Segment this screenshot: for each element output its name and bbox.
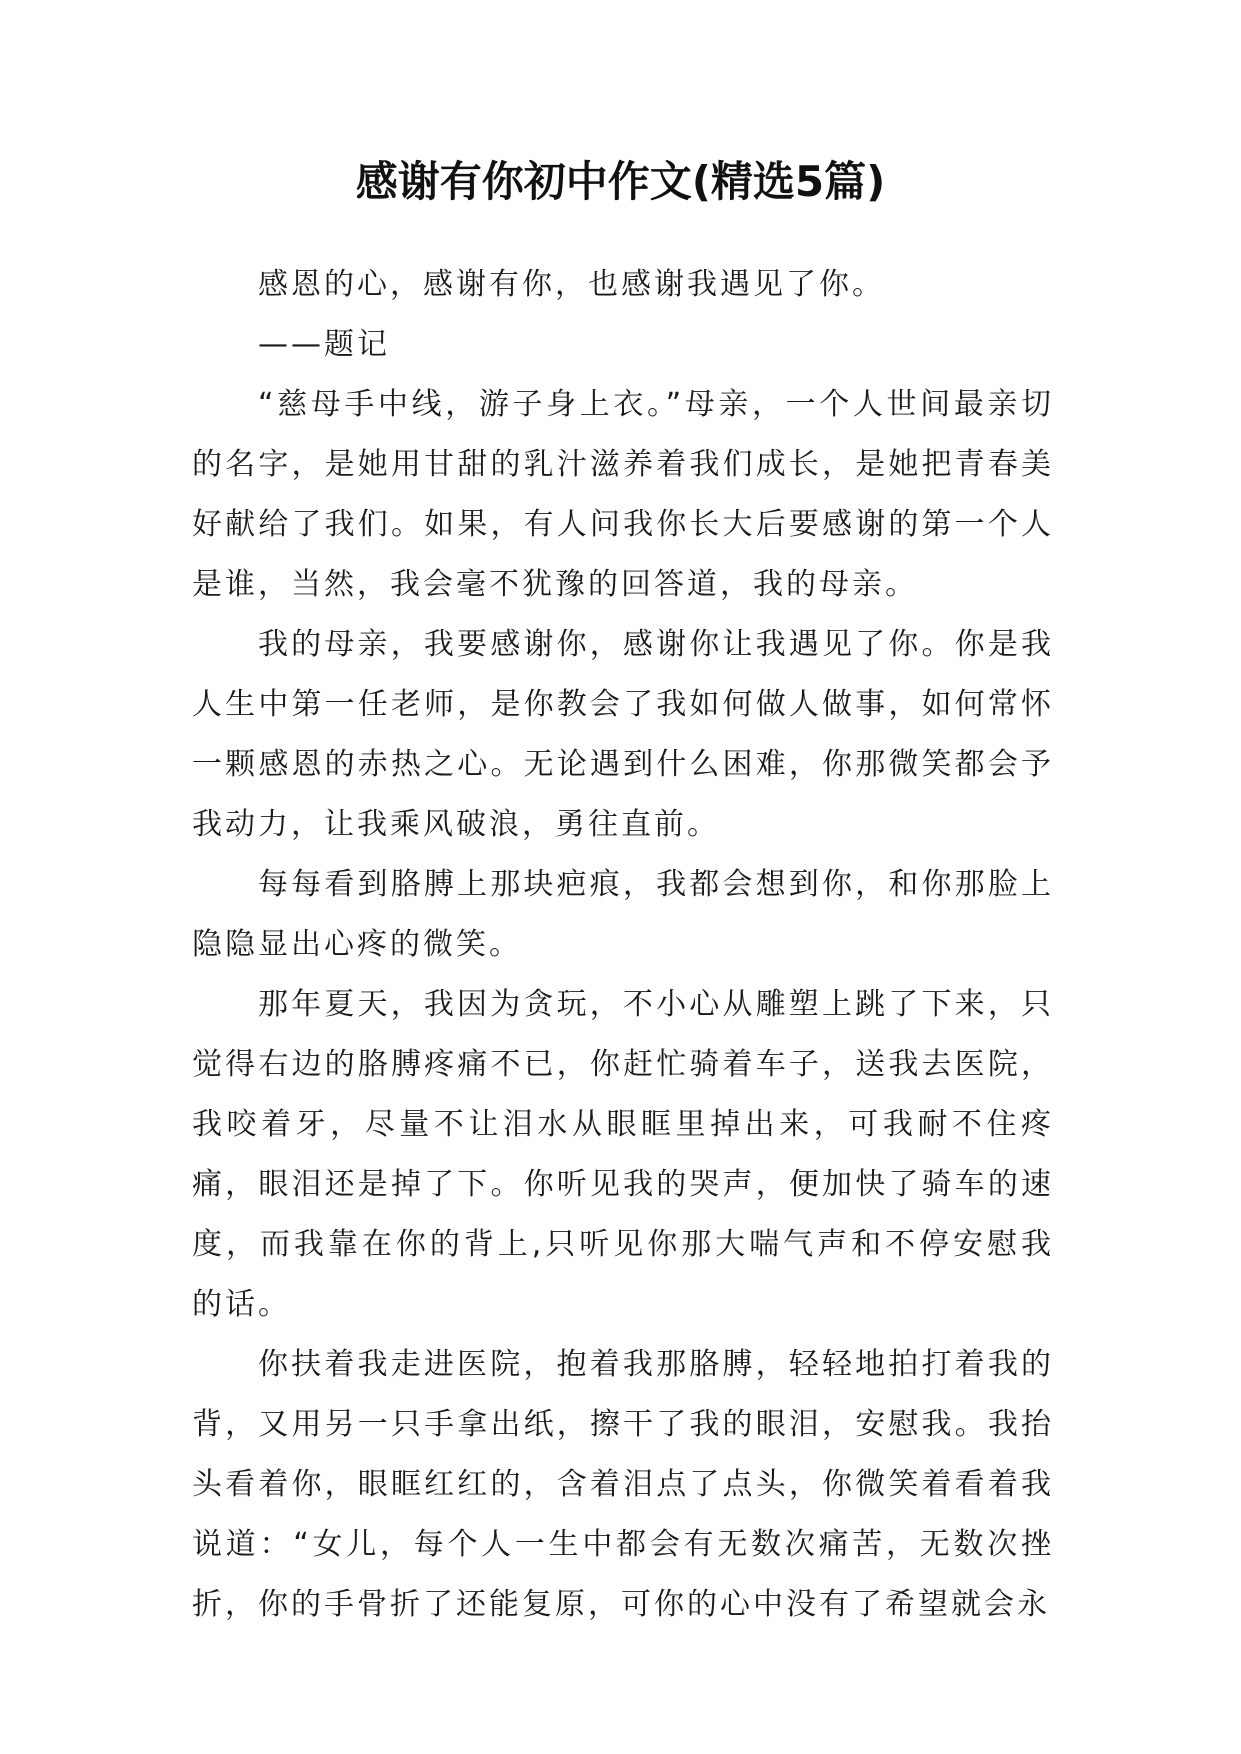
paragraph: 我的母亲，我要感谢你，感谢你让我遇见了你。你是我人生中第一任老师，是你教会了我如何做人做事，如何常怀一颗感恩的赤热之心。无论遇到什么困难，你那微笑都会予我动力，让我乘风破浪，勇往直前。 [192,627,1054,842]
paragraph: 那年夏天，我因为贪玩，不小心从雕塑上跳了下来，只觉得右边的胳膊疼痛不已，你赶忙骑着车子，送我去医院，我咬着牙，尽量不让泪水从眼眶里掉出来，可我耐不住疼痛，眼泪还是掉了下。你听见我的哭声，便加快了骑车的速度，而我靠在你的背上,只听见你那大喘气声和不停安慰我的话。 [192,987,1054,1322]
document-body [192,255,1054,1622]
paragraph: 每每看到胳膊上那块疤痕，我都会想到你，和你那脸上隐隐显出心疼的微笑。 [192,867,1054,962]
paragraph-epigraph-source: ——题记 [258,327,390,362]
document-title: 感谢有你初中作文(精选5篇) [355,157,886,206]
paragraph: 你扶着我走进医院，抱着我那胳膊，轻轻地拍打着我的背，又用另一只手拿出纸，擦干了我的眼泪，安慰我。我抬头看着你，眼眶红红的，含着泪点了点头，你微笑着看着我说道：“女儿，每个人一生中都会有无数次痛苦，无数次挫折，你的手骨折了还能复原，可你的心中没有了希望就会永 [192,1347,1054,1622]
paragraph: “慈母手中线，游子身上衣。”母亲，一个人世间最亲切的名字，是她用甘甜的乳汁滋养着我们成长，是她把青春美好献给了我们。如果，有人问我你长大后要感谢的第一个人是谁，当然，我会毫不犹豫的回答道，我的母亲。 [192,387,1054,602]
paragraph-epigraph: 感恩的心，感谢有你，也感谢我遇见了你。 [258,267,885,302]
